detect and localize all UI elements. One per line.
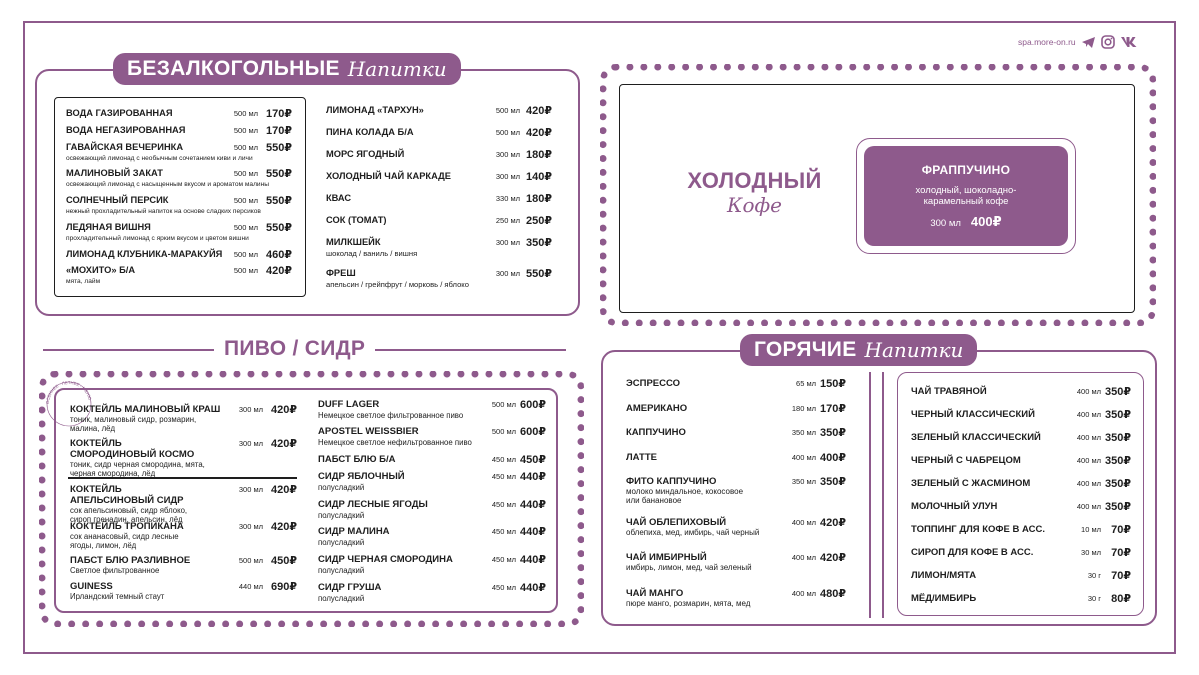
cold-coffee-heading [672,168,837,217]
item-price: 460₽ [265,249,292,261]
item-description: Немецкое светлое фильтрованное пиво [318,410,464,420]
svg-text:ОСЕННЕЕ · ЛЕТНЕЕ · МЕНЮ: ОСЕННЕЕ · ЛЕТНЕЕ · МЕНЮ [44,379,93,405]
item-price: 70₽ [1111,524,1131,536]
item-price: 550₽ [265,195,292,207]
item-description: молоко миндальное, кокосовое [626,487,744,496]
item-volume: 400 мл [791,553,816,562]
menu-item[interactable] [911,455,1131,469]
item-name: АМЕРИКАНО [626,403,688,414]
item-price: 350₽ [1104,501,1131,513]
item-description: имбирь, лимон, мед, чай зеленый [626,563,752,572]
item-name: ЧАЙ МАНГО [626,588,684,599]
item-volume: 500 мл [491,400,516,409]
frappuccino-price-row [864,214,1068,230]
item-volume: 300 мл [495,150,520,159]
item-volume: 500 мл [495,106,520,115]
hot-column-divider-1 [869,372,871,618]
menu-item[interactable] [911,501,1131,515]
menu-item[interactable] [326,268,552,289]
menu-item[interactable] [911,570,1131,584]
item-name-line-2: СМОРОДИНОВЫЙ КОСМО [70,449,195,460]
menu-item[interactable] [318,454,546,468]
item-name: КОКТЕЙЛЬ ТРОПИКАНА [70,521,184,532]
beer-title: ПИВО / СИДР [214,337,375,361]
item-description: освежающий лимонад с необычным сочетанием киви и личи [66,154,253,162]
menu-item[interactable] [70,438,297,478]
menu-item[interactable] [70,581,297,601]
item-volume: 500 мл [491,427,516,436]
item-price: 170₽ [265,108,292,120]
item-price: 690₽ [270,581,297,593]
item-volume: 30 г [1087,571,1101,580]
item-price: 150₽ [819,378,846,390]
item-name: ЧАЙ ИМБИРНЫЙ [626,552,707,563]
item-volume: 450 мл [491,583,516,592]
item-volume: 300 мл [495,172,520,181]
item-description: шоколад / ваниль / вишня [326,249,418,258]
item-price: 250₽ [525,215,552,227]
item-price: 400₽ [819,452,846,464]
item-price: 350₽ [525,237,552,249]
menu-item[interactable] [318,526,546,547]
menu-item[interactable] [326,105,552,119]
item-price: 600₽ [519,399,546,411]
item-name: ЛЕДЯНАЯ ВИШНЯ [66,222,151,232]
item-description: или банановое [626,495,682,505]
item-volume: 350 мл [791,477,816,486]
item-price: 420₽ [525,127,552,139]
item-name: КОКТЕЙЛЬ [70,438,122,449]
vk-icon[interactable] [1120,36,1138,48]
item-price: 420₽ [525,105,552,117]
item-name: ЧАЙ ОБЛЕПИХОВЫЙ [626,517,727,528]
menu-item[interactable] [911,524,1131,538]
item-name: СИДР МАЛИНА [318,526,390,537]
menu-item[interactable] [66,195,292,215]
item-price: 420₽ [265,265,292,277]
menu-item[interactable] [911,386,1131,400]
item-name: КОКТЕЙЛЬ [70,484,122,495]
item-name: ГАВАЙСКАЯ ВЕЧЕРИНКА [66,142,184,152]
item-description: полусладкий [318,482,365,492]
item-name: ЧЕРНЫЙ С ЧАБРЕЦОМ [911,455,1021,466]
item-description: сок ананасовый, сидр лесные [70,532,179,541]
menu-item[interactable] [911,478,1131,492]
menu-item[interactable] [66,265,292,285]
item-volume: 500 мл [495,128,520,137]
menu-item[interactable] [326,193,552,207]
item-description: полусладкий [318,565,365,575]
menu-item[interactable] [66,222,292,242]
item-name: ФРЕШ [326,268,356,278]
item-volume: 400 мл [1076,387,1101,396]
menu-item[interactable] [66,108,292,122]
item-description: освежающий лимонад с насыщенным вкусом и ароматом малины [66,180,269,188]
item-price: 420₽ [819,517,846,529]
item-name: СОЛНЕЧНЫЙ ПЕРСИК [66,195,169,205]
item-description: нежный прохладительный напиток на основе сладких персиков [66,207,261,215]
item-description: апельсин / грейпфрут / морковь / яблоко [326,280,469,289]
item-volume: 350 мл [791,428,816,437]
item-volume: 300 мл [495,269,520,278]
item-price: 350₽ [819,476,846,488]
item-price: 350₽ [1104,409,1131,421]
item-volume: 300 мл [238,405,263,414]
item-price: 350₽ [1104,386,1131,398]
item-description: мята, лайм [66,277,101,285]
item-description: сироп гренадин, апельсин, лёд [70,514,183,524]
item-name: ВОДА НЕГАЗИРОВАННАЯ [66,125,186,135]
item-price: 420₽ [270,521,297,533]
item-volume: 330 мл [495,194,520,203]
item-description: черная смородина, лёд [70,468,156,478]
item-price: 440₽ [519,471,546,483]
item-name-line-2: АПЕЛЬСИНОВЫЙ СИДР [70,495,184,506]
menu-item[interactable] [318,499,546,520]
menu-item[interactable] [70,404,297,433]
cold-coffee-script: Кофе [726,193,782,217]
item-name: ВОДА ГАЗИРОВАННАЯ [66,108,173,118]
item-price: 480₽ [819,588,846,600]
item-name: КОКТЕЙЛЬ МАЛИНОВЫЙ КРАШ [70,404,221,415]
item-name: ЛАТТЕ [626,452,657,463]
hot-title-script: Напитки [864,338,964,362]
menu-item[interactable] [626,476,846,505]
menu-item[interactable] [318,426,546,447]
item-name: GUINESS [70,581,113,592]
item-price: 70₽ [1111,570,1131,582]
item-description: сок апельсиновый, сидр яблоко, [70,506,188,515]
item-name: ПАБСТ БЛЮ РАЗЛИВНОЕ [70,555,191,566]
frappuccino-volume: 300 мл [930,218,961,229]
menu-item[interactable] [626,378,846,392]
item-name: ФИТО КАППУЧИНО [626,476,717,487]
menu-item[interactable] [66,125,292,139]
menu-item[interactable] [626,588,846,608]
item-name: «МОХИТО» Б/А [66,265,136,275]
item-price: 420₽ [270,404,297,416]
menu-item[interactable] [70,521,297,550]
item-name: МАЛИНОВЫЙ ЗАКАТ [66,168,163,178]
item-price: 450₽ [519,454,546,466]
item-price: 600₽ [519,426,546,438]
item-volume: 300 мл [495,238,520,247]
item-description: Немецкое светлое нефильтрованное пиво [318,437,472,447]
item-description: тоник, сидр черная смородина, мята, [70,460,205,469]
item-price: 350₽ [1104,432,1131,444]
hot-drinks-title [740,334,977,366]
menu-item[interactable] [911,593,1131,607]
item-volume: 500 мл [238,556,263,565]
item-volume: 30 мл [1081,548,1101,557]
telegram-icon[interactable] [1081,36,1096,49]
item-name: СИРОП ДЛЯ КОФЕ В АСС. [911,547,1034,558]
menu-item[interactable] [66,168,292,188]
item-price: 170₽ [265,125,292,137]
item-volume: 300 мл [238,439,263,448]
item-price: 550₽ [265,222,292,234]
item-volume: 450 мл [491,555,516,564]
frappuccino-card[interactable] [864,146,1068,246]
item-volume: 450 мл [491,472,516,481]
item-price: 180₽ [525,193,552,205]
item-description: ягоды, лимон, лёд [70,540,137,550]
item-price: 450₽ [270,555,297,567]
frappuccino-desc-2: карамельный кофе [923,196,1009,207]
item-name: КАППУЧИНО [626,427,686,438]
item-name: СИДР ЯБЛОЧНЫЙ [318,471,405,482]
menu-item[interactable] [318,554,546,575]
item-volume: 500 мл [233,109,258,118]
frappuccino-desc-1: холодный, шоколадно- [915,185,1017,196]
item-name: ЛИМОН/МЯТА [911,570,977,581]
item-description: тоник, малиновый сидр, розмарин, [70,415,197,424]
item-price: 350₽ [1104,455,1131,467]
item-description: пюре манго, розмарин, мята, мед [626,599,751,608]
site-url[interactable]: spa.more-on.ru [1018,37,1076,47]
menu-item[interactable] [318,399,546,420]
item-price: 440₽ [519,554,546,566]
item-price: 550₽ [265,168,292,180]
menu-item[interactable] [318,471,546,492]
item-name: ЛИМОНАД КЛУБНИКА-МАРАКУЙЯ [66,249,223,259]
item-price: 180₽ [525,149,552,161]
menu-item[interactable] [626,517,846,537]
item-description: полусладкий [318,537,365,547]
item-volume: 10 мл [1081,525,1101,534]
soft-title-script: Напитки [347,57,447,81]
item-description: Ирландский темный стаут [70,592,165,601]
menu-item[interactable] [66,142,292,162]
soft-title-bold: БЕЗАЛКОГОЛЬНЫЕ [127,57,340,80]
menu-item[interactable] [70,555,297,575]
item-volume: 65 мл [796,379,816,388]
item-name: СИДР ЧЕРНАЯ СМОРОДИНА [318,554,453,565]
item-name: ЗЕЛЕНЫЙ КЛАССИЧЕСКИЙ [911,432,1041,443]
item-name: ЛИМОНАД «ТАРХУН» [326,105,424,115]
item-price: 350₽ [1104,478,1131,490]
instagram-icon[interactable] [1101,35,1115,49]
item-volume: 400 мл [791,518,816,527]
item-volume: 500 мл [233,126,258,135]
item-name: ПИНА КОЛАДА Б/А [326,127,414,137]
item-description: полусладкий [318,510,365,520]
item-price: 420₽ [270,484,297,496]
item-price: 350₽ [819,427,846,439]
item-volume: 500 мл [233,143,258,152]
menu-item[interactable] [326,237,552,258]
item-volume: 450 мл [491,500,516,509]
item-volume: 400 мл [1076,502,1101,511]
item-name: ЧАЙ ТРАВЯНОЙ [911,386,987,397]
item-volume: 400 мл [791,453,816,462]
cold-coffee-title: ХОЛОДНЫЙ [687,168,822,193]
item-name: ЭСПРЕССО [626,378,680,389]
item-volume: 400 мл [1076,479,1101,488]
menu-item[interactable] [70,484,297,524]
item-volume: 400 мл [1076,410,1101,419]
hot-title-bold: ГОРЯЧИЕ [754,338,857,361]
item-name: МОЛОЧНЫЙ УЛУН [911,501,998,512]
item-name: DUFF LAGER [318,399,380,410]
item-name: ХОЛОДНЫЙ ЧАЙ КАРКАДЕ [326,171,451,181]
item-volume: 300 мл [238,485,263,494]
menu-item[interactable] [911,547,1131,561]
item-price: 70₽ [1111,547,1131,559]
item-name: ЧЕРНЫЙ КЛАССИЧЕСКИЙ [911,409,1035,420]
item-name: МОРС ЯГОДНЫЙ [326,149,405,159]
item-price: 140₽ [525,171,552,183]
item-price: 440₽ [519,582,546,594]
item-volume: 500 мл [233,196,258,205]
item-description: полусладкий [318,593,365,603]
item-name: ПАБСТ БЛЮ Б/А [318,454,396,465]
menu-item[interactable] [326,127,552,141]
item-price: 420₽ [819,552,846,564]
hot-column-divider-2 [882,372,884,618]
item-description: прохладительный лимонад с ярким вкусом и цветом вишни [66,234,249,242]
item-volume: 30 г [1087,594,1101,603]
menu-item[interactable] [326,171,552,185]
frappuccino-name: ФРАППУЧИНО [921,163,1011,177]
item-volume: 400 мл [791,589,816,598]
item-price: 440₽ [519,526,546,538]
item-price: 440₽ [519,499,546,511]
item-name: МЁД/ИМБИРЬ [911,593,977,604]
item-volume: 450 мл [491,527,516,536]
item-description: малина, лёд [70,423,116,433]
item-name: КВАС [326,193,352,203]
item-price: 550₽ [525,268,552,280]
item-name: ТОППИНГ ДЛЯ КОФЕ В АСС. [911,524,1045,535]
item-volume: 400 мл [1076,433,1101,442]
menu-item[interactable] [326,215,552,229]
item-volume: 500 мл [233,266,258,275]
item-name: СОК (ТОМАТ) [326,215,387,225]
item-name: МИЛКШЕЙК [326,237,381,247]
item-price: 170₽ [819,403,846,415]
menu-item[interactable] [626,403,846,417]
item-name: СИДР ГРУША [318,582,382,593]
item-volume: 250 мл [495,216,520,225]
item-description: Светлое фильтрованное [70,566,160,575]
item-price: 80₽ [1111,593,1131,605]
menu-item[interactable] [911,409,1131,423]
item-volume: 300 мл [238,522,263,531]
item-volume: 500 мл [233,223,258,232]
item-name: APOSTEL WEISSBIER [318,426,419,437]
item-volume: 400 мл [1076,456,1101,465]
social-bar [1018,34,1138,50]
item-description: облепиха, мед, имбирь, чай черный [626,528,760,537]
item-volume: 500 мл [233,169,258,178]
menu-item[interactable] [911,432,1131,446]
item-price: 420₽ [270,438,297,450]
menu-item[interactable] [626,452,846,466]
frappuccino-price: 400₽ [970,214,1002,229]
item-volume: 440 мл [238,582,263,591]
item-name: ЗЕЛЕНЫЙ С ЖАСМИНОМ [911,478,1031,489]
item-price: 550₽ [265,142,292,154]
item-name: СИДР ЛЕСНЫЕ ЯГОДЫ [318,499,428,510]
item-volume: 180 мл [791,404,816,413]
item-volume: 500 мл [233,250,258,259]
item-volume: 450 мл [491,455,516,464]
menu-item[interactable] [626,552,846,572]
menu-item[interactable] [626,427,846,441]
menu-item[interactable] [318,582,546,603]
menu-item[interactable] [326,149,552,163]
soft-drinks-title [113,53,461,85]
menu-item[interactable] [66,249,292,263]
